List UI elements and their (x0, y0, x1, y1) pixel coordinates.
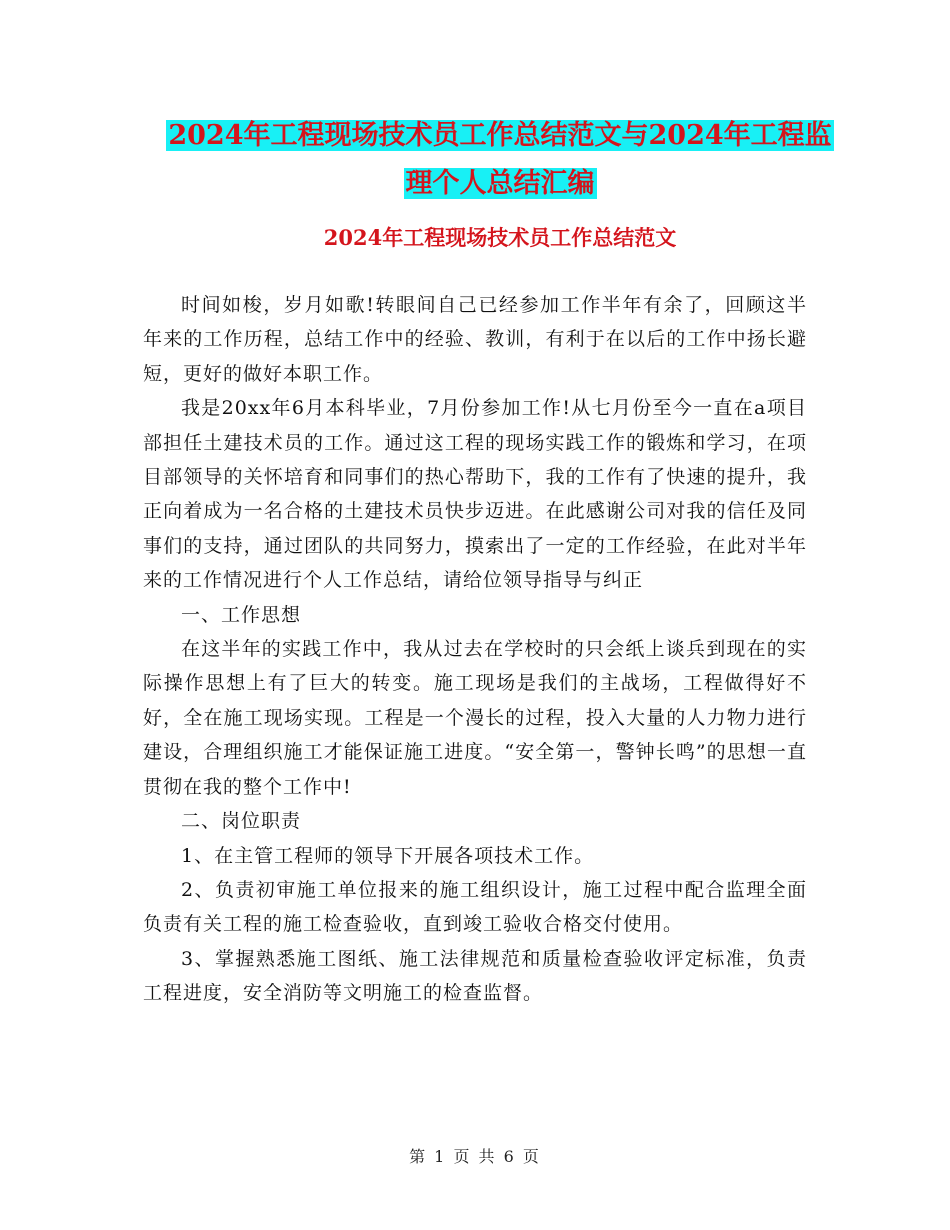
section-heading: 一、工作思想 (181, 603, 302, 626)
paragraph: 在这半年的实践工作中，我从过去在学校时的只会纸上谈兵到现在的实际操作思想上有了巨大的转变。施工现场是我们的主战场，工程做得好不好，全在施工现场实现。工程是一个漫长的过程，投入大量的人力物力进行建设，合理组织施工才能保证施工进度。“安全第一，警钟长鸣”的思想一直贯彻在我的整个工作中! (143, 638, 807, 798)
section-heading: 二、岗位职责 (181, 810, 302, 833)
paragraph: 我是20xx年6月本科毕业，7月份参加工作!从七月份至今一直在a项目部担任土建技术员的工作。通过这工程的现场实践工作的锻炼和学习，在项目部领导的关怀培育和同事们的热心帮助下，我的工作有了快速的提升，我正向着成为一名合格的土建技术员快步迈进。在此感谢公司对我的信任及同事们的支持，通过团队的共同努力，摸索出了一定的工作经验，在此对半年来的工作情况进行个人工作总结，请给位领导指导与纠正 (143, 397, 807, 592)
list-item: 2、负责初审施工单位报来的施工组织设计，施工过程中配合监理全面负责有关工程的施工检查验收，直到竣工验收合格交付使用。 (143, 878, 807, 936)
document-title (140, 112, 860, 208)
page-number-footer: 第 1 页 共 6 页 (409, 1147, 541, 1166)
paragraph: 时间如梭，岁月如歌!转眼间自己已经参加工作半年有余了，回顾这半年来的工作历程，总结工作中的经验、教训，有利于在以后的工作中扬长避短，更好的做好本职工作。 (143, 294, 807, 385)
document-title-line1: 2024年工程现场技术员工作总结范文与2024年工程监 (168, 120, 832, 151)
document-body (143, 288, 807, 1011)
section-title: 2024年工程现场技术员工作总结范文 (323, 225, 677, 250)
list-item: 3、掌握熟悉施工图纸、施工法律规范和质量检查验收评定标准，负责工程进度，安全消防等文明施工的检查监督。 (143, 947, 807, 1005)
list-item: 1、在主管工程师的领导下开展各项技术工作。 (181, 844, 595, 867)
document-title-line2: 理个人总结汇编 (405, 168, 595, 199)
